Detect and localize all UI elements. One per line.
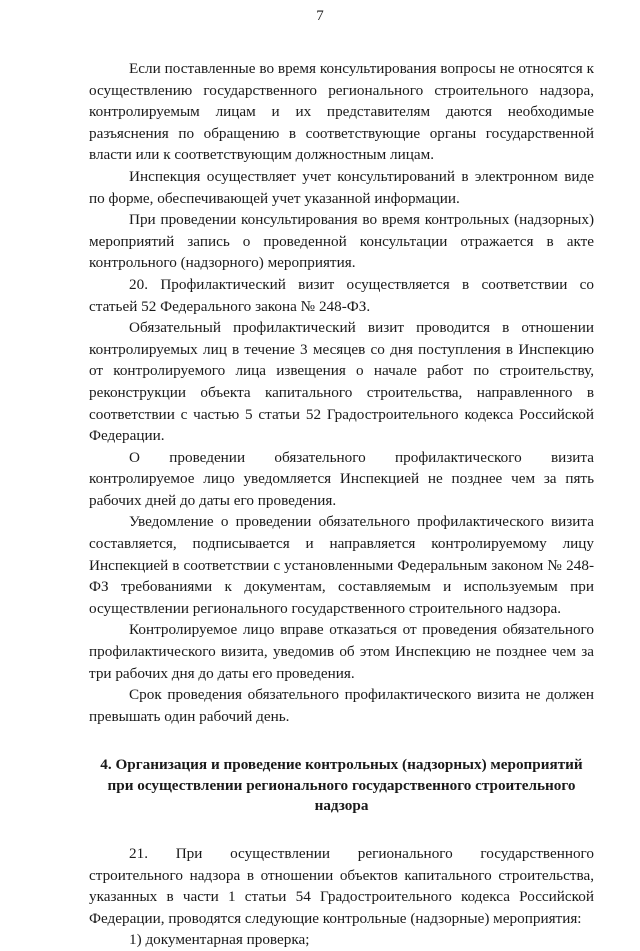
document-body — [89, 58, 594, 951]
paragraph: 21. При осуществлении регионального государственного строительного надзора в отношении объектов капитального строительства, указанных в части 1 статьи 54 Градостроительного кодекса Российской Федерации, проводятся следующие контрольные (надзорные) мероприятия: — [89, 844, 594, 927]
paragraph: Контролируемое лицо вправе отказаться от проведения обязательного профилактического визита, уведомив об этом Инспекцию не позднее чем за три рабочих дня до даты его проведения. — [89, 621, 594, 682]
paragraph: О проведении обязательного профилактического визита контролируемое лицо уведомляется Инспекцией не позднее чем за пять рабочих дней до даты его проведения. — [89, 448, 594, 509]
paragraph: Инспекция осуществляет учет консультирований в электронном виде по форме, обеспечивающей учет указанной информации. — [89, 167, 594, 207]
paragraph: При проведении консультирования во время контрольных (надзорных) мероприятий запись о проведенной консультации отражается в акте контрольного (надзорного) мероприятия. — [89, 211, 594, 272]
paragraph: Срок проведения обязательного профилактического визита не должен превышать один рабочий день. — [89, 686, 594, 725]
list-item: 1) документарная проверка; — [129, 931, 310, 949]
paragraph: Если поставленные во время консультирования вопросы не относятся к осуществлению государственного регионального строительного надзора, контролируемым лицам и их представителям даются необходимые разъяснения по обращению в соответствующие органы государственной власти или к соответствующим должностным лицам. — [89, 60, 594, 164]
page-number: 7 — [316, 8, 324, 24]
paragraph: Обязательный профилактический визит проводится в отношении контролируемых лиц в течение 3 месяцев со дня поступления в Инспекцию от контролируемого лица извещения о начале работ по строительству, реконструкции объекта капитального строительства, направленного в соответствии с частью 5 статьи 52 Градостроительного кодекса Российской Федерации. — [89, 319, 594, 445]
section-heading: 4. Организация и проведение контрольных (надзорных) мероприятий при осуществлении регионального государственного строительного надзора — [100, 756, 583, 815]
paragraph: 20. Профилактический визит осуществляется в соответствии со статьей 52 Федерального закона № 248-ФЗ. — [89, 275, 594, 315]
paragraph: Уведомление о проведении обязательного профилактического визита составляется, подписывается и направляется контролируемому лицу Инспекцией в соответствии с установленными Федеральным законом № 248-ФЗ требованиями к документам, составляемым и используемым при осуществлении регионального государственного строительного надзора. — [89, 513, 594, 617]
